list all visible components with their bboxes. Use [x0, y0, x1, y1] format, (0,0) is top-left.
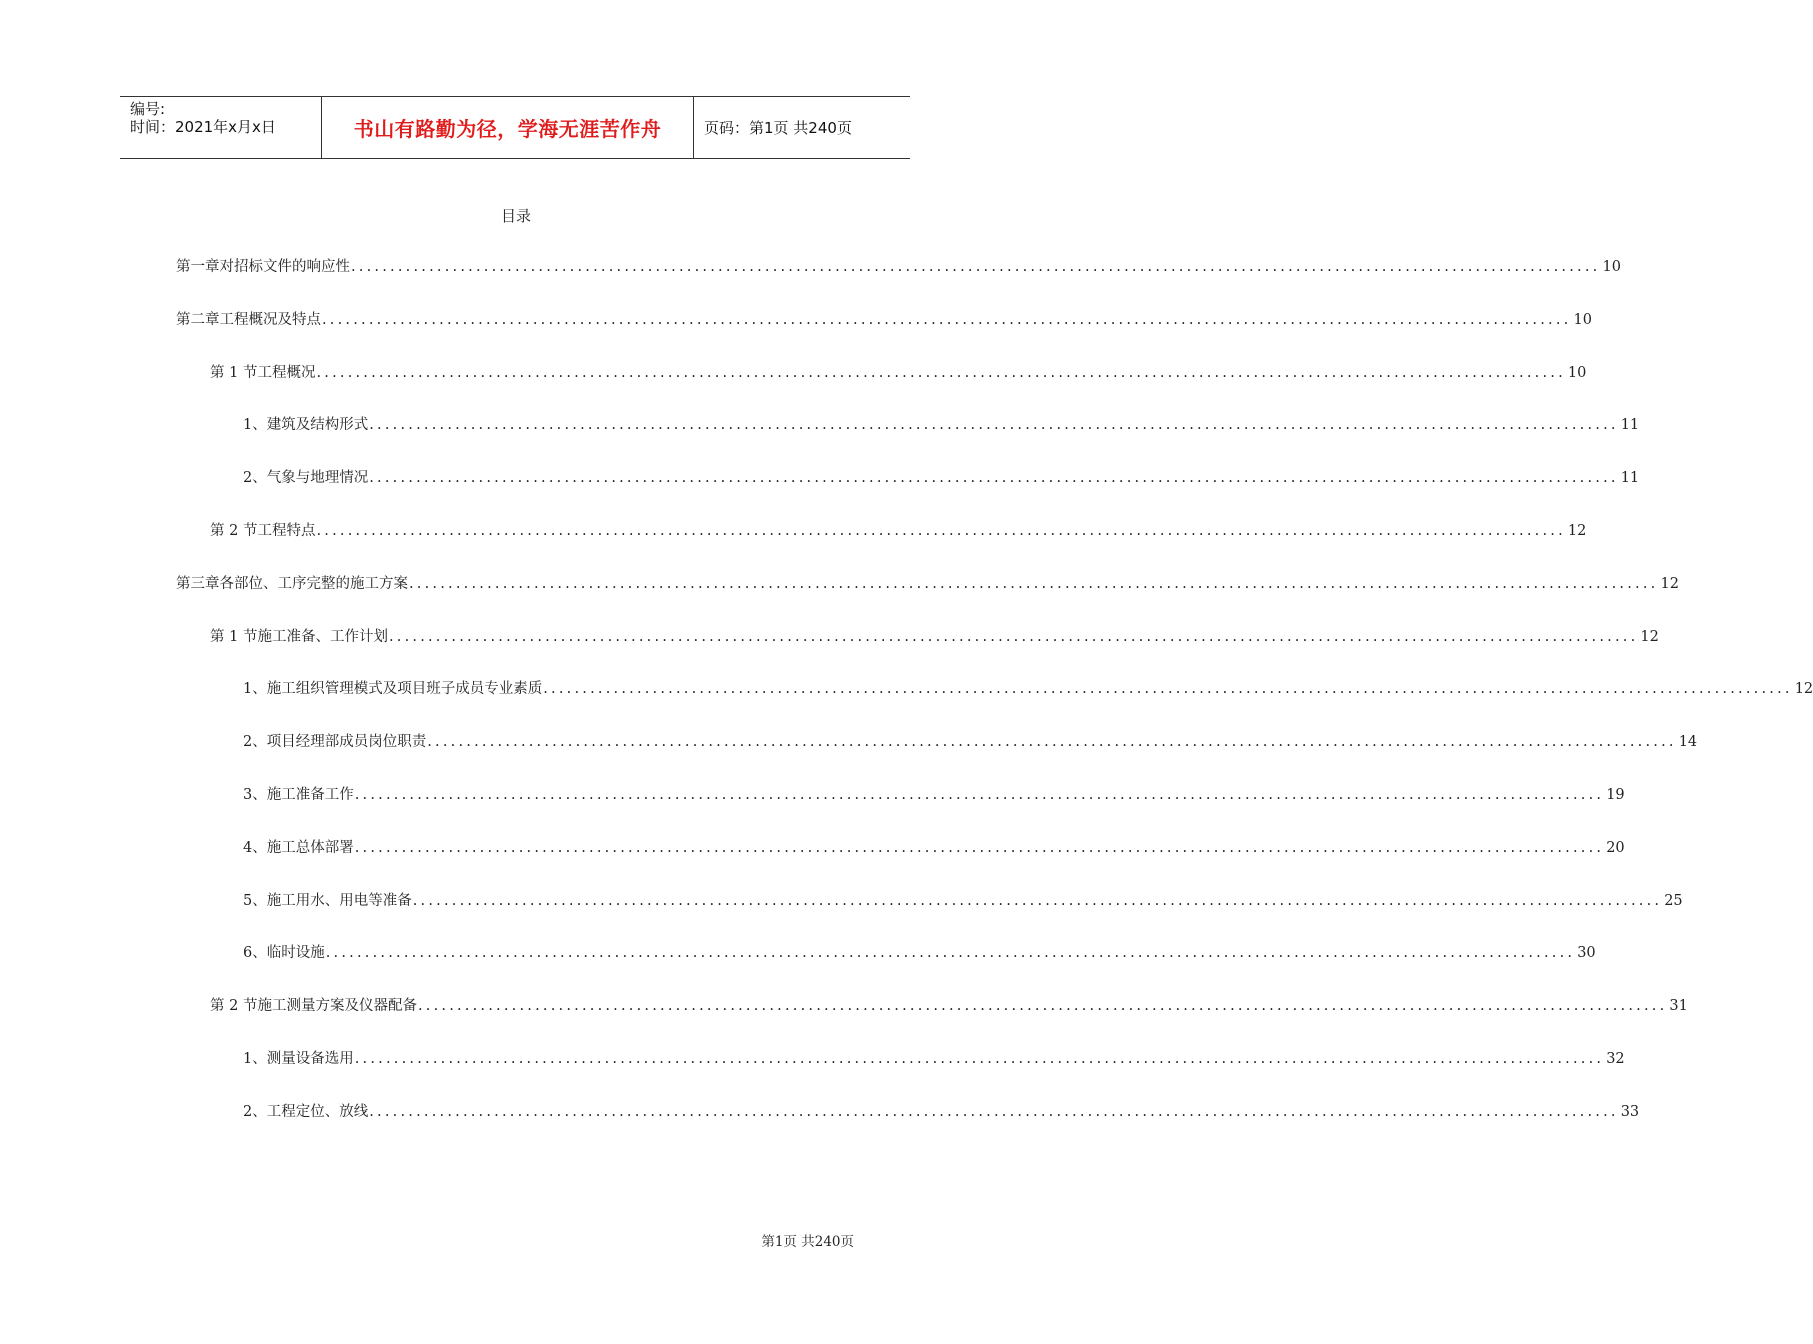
header-divider [693, 97, 694, 158]
toc-entry-leader: ................................................................................................................................................................ [543, 681, 1793, 697]
toc-entry-number: 3、 [243, 787, 267, 803]
toc-entry-title: 施工准备、工作计划 [257, 629, 388, 645]
toc-entry-page: 11 [1620, 417, 1640, 433]
toc-entry-page: 10 [1602, 259, 1621, 275]
toc-entry-number: 第 1 节 [210, 629, 258, 645]
toc-entry[interactable] [243, 731, 1698, 753]
toc-entry-page: 31 [1669, 998, 1688, 1014]
toc-entry[interactable] [243, 837, 1625, 859]
toc-entry-number: 4、 [243, 840, 267, 856]
toc-entry[interactable] [243, 890, 1683, 912]
toc-entry-title: 工程概况 [257, 365, 316, 381]
toc-entry-leader: ................................................................................................................................................................ [354, 840, 1605, 856]
toc-entry-leader: ................................................................................................................................................................ [354, 787, 1605, 803]
toc-entry-title: 施工总体部署 [266, 840, 354, 856]
toc-entry-title: 气象与地理情况 [266, 470, 369, 486]
toc-entry-number: 1、 [243, 1051, 267, 1067]
document-number-label: 编号: [130, 100, 166, 118]
toc-entry-title: 工程概况及特点 [219, 312, 321, 328]
document-time: 时间：2021年x月x日 [130, 118, 276, 136]
toc-entry[interactable] [243, 678, 1813, 700]
toc-entry-number: 第 2 节 [210, 523, 258, 539]
toc-entry-title: 施工准备工作 [266, 787, 354, 803]
toc-entry[interactable] [210, 995, 1688, 1017]
toc-entry-leader: ................................................................................................................................................................ [322, 312, 1572, 328]
footer-page-info: 第1页 共240页 [761, 1234, 854, 1250]
toc-entry-page: 12 [1567, 523, 1587, 539]
toc-entry-page: 12 [1660, 576, 1679, 592]
toc-entry-leader: ................................................................................................................................................................ [325, 945, 1576, 961]
header-page-info: 页码：第1页 共240页 [704, 119, 852, 137]
toc-entry-title: 各部位、工序完整的施工方案 [219, 576, 408, 592]
toc-entry-title: 施工组织管理模式及项目班子成员专业素质 [266, 681, 543, 697]
toc-entry-leader: ................................................................................................................................................................ [412, 893, 1663, 909]
toc-entry-leader: ................................................................................................................................................................ [369, 1104, 1619, 1120]
toc-entry-title: 测量设备选用 [266, 1051, 354, 1067]
toc-entry-leader: ................................................................................................................................................................ [369, 417, 1619, 433]
toc-entry-page: 10 [1567, 365, 1587, 381]
toc-entry-number: 2、 [243, 734, 267, 750]
toc-entry-number: 第三章 [176, 576, 220, 592]
toc-entry[interactable] [176, 256, 1621, 278]
toc-title: 目录 [500, 207, 531, 225]
toc-entry-page: 25 [1664, 893, 1683, 909]
toc-entry-page: 19 [1606, 787, 1625, 803]
header-motto: 书山有路勤为径，学海无涯苦作舟 [353, 117, 662, 141]
toc-entry-leader: ................................................................................................................................................................ [388, 629, 1639, 645]
toc-entry-leader: ................................................................................................................................................................ [354, 1051, 1605, 1067]
toc-entry-number: 1、 [243, 681, 267, 697]
header-meta [130, 100, 276, 136]
toc-entry[interactable] [243, 467, 1640, 489]
toc-entry[interactable] [176, 309, 1592, 331]
toc-entry-leader: ................................................................................................................................................................ [369, 470, 1619, 486]
toc-entry-title: 施工用水、用电等准备 [266, 893, 412, 909]
toc-entry-leader: ................................................................................................................................................................ [316, 365, 1566, 381]
toc-entry-page: 12 [1794, 681, 1813, 697]
toc-entry-leader: ................................................................................................................................................................ [427, 734, 1677, 750]
toc-entry-number: 第 1 节 [210, 365, 258, 381]
toc-entry[interactable] [243, 942, 1596, 964]
toc-entry-number: 2、 [243, 1104, 267, 1120]
toc-entry-page: 30 [1577, 945, 1596, 961]
toc-entry-number: 6、 [243, 945, 267, 961]
toc-entry[interactable] [243, 414, 1640, 436]
toc-entry[interactable] [210, 362, 1587, 384]
toc-entry-leader: ................................................................................................................................................................ [316, 523, 1566, 539]
toc-entry[interactable] [210, 626, 1659, 648]
toc-entry-leader: ................................................................................................................................................................ [417, 998, 1668, 1014]
toc-entry-title: 建筑及结构形式 [266, 417, 369, 433]
toc-entry-page: 14 [1678, 734, 1698, 750]
toc-entry-title: 工程特点 [257, 523, 316, 539]
toc-entry[interactable] [243, 1101, 1640, 1123]
toc-entry-number: 第二章 [176, 312, 220, 328]
toc-entry-number: 第一章 [176, 259, 220, 275]
toc-entry-title: 临时设施 [266, 945, 325, 961]
toc-entry-page: 32 [1606, 1051, 1625, 1067]
toc-entry-page: 20 [1606, 840, 1625, 856]
toc-entry[interactable] [176, 573, 1679, 595]
toc-entry-page: 11 [1620, 470, 1640, 486]
toc-entry-page: 12 [1640, 629, 1659, 645]
toc-entry-number: 5、 [243, 893, 267, 909]
toc-entry-page: 33 [1620, 1104, 1640, 1120]
toc-entry-title: 工程定位、放线 [266, 1104, 369, 1120]
toc-entry-title: 施工测量方案及仪器配备 [257, 998, 417, 1014]
toc-entry-leader: ................................................................................................................................................................ [409, 576, 1659, 592]
toc-entry-title: 项目经理部成员岗位职责 [266, 734, 427, 750]
toc-entry-leader: ................................................................................................................................................................ [351, 259, 1601, 275]
toc-entry-number: 第 2 节 [210, 998, 258, 1014]
toc-entry-title: 对招标文件的响应性 [219, 259, 350, 275]
toc-entry-page: 10 [1573, 312, 1592, 328]
page-header [120, 96, 910, 159]
toc-entry[interactable] [210, 520, 1587, 542]
toc-entry-number: 1、 [243, 417, 267, 433]
toc-entry[interactable] [243, 1048, 1625, 1070]
toc-entry-number: 2、 [243, 470, 267, 486]
toc-entry[interactable] [243, 784, 1625, 806]
